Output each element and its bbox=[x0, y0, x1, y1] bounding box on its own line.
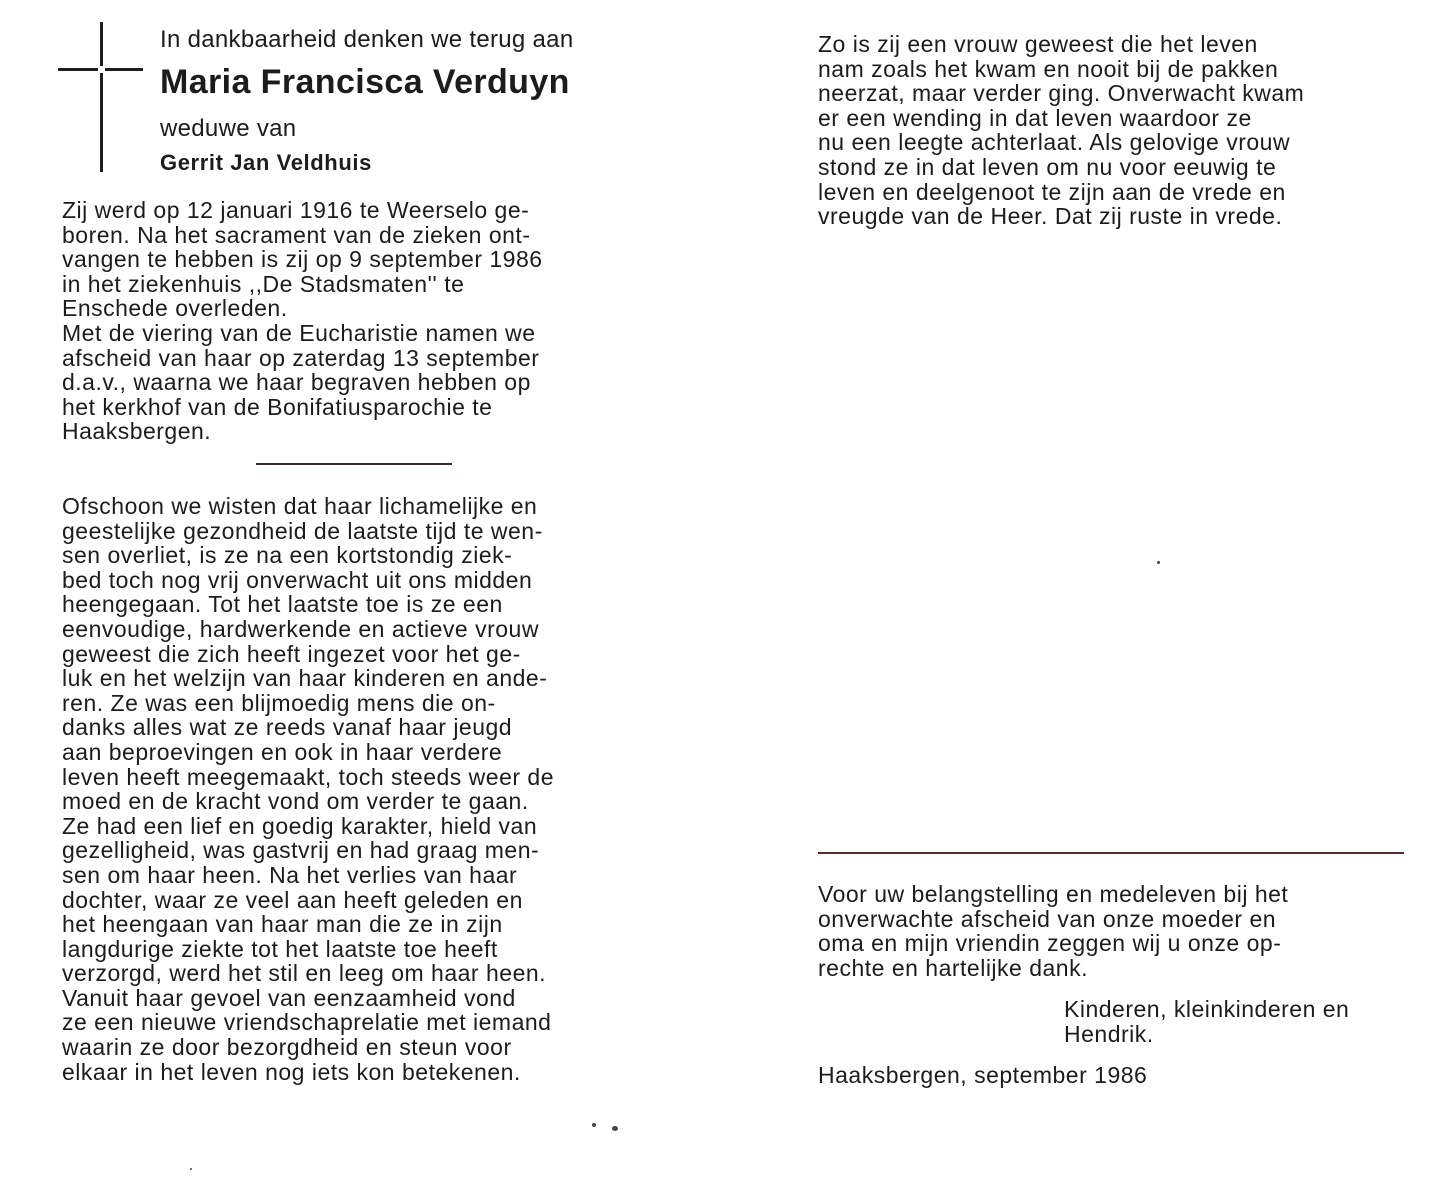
biography-paragraph: Zij werd op 12 januari 1916 te Weerselo ge- boren. Na het sacrament van de zieken ont- vangen te hebben is zij op 9 september 1986 in het ziekenhuis ,,De Stadsmaten'' te Enschede overleden. Met de viering van de Eucharistie namen we afscheid van haar op zaterdag 13 september d.a.v., waarna we haar begraven hebben op het kerkhof van de Bonifatiusparochie te Haaksbergen. bbox=[62, 197, 543, 445]
print-speck bbox=[592, 1123, 596, 1127]
section-divider bbox=[256, 463, 452, 465]
cross-gap bbox=[98, 66, 105, 73]
card-header bbox=[160, 24, 660, 178]
deceased-name: Maria Francisca Verduyn bbox=[160, 63, 570, 101]
thanks-divider bbox=[818, 852, 1404, 854]
print-speck bbox=[1157, 561, 1160, 564]
print-speck bbox=[190, 1168, 192, 1170]
thanks-paragraph: Voor uw belangstelling en medeleven bij het onverwachte afscheid van onze moeder en oma en mijn vriendin zeggen wij u onze op- rechte en hartelijke dank. bbox=[818, 881, 1289, 981]
cross-vertical-bar bbox=[100, 22, 103, 172]
family-signature: Kinderen, kleinkinderen en Hendrik. bbox=[1064, 996, 1350, 1047]
intro-line: In dankbaarheid denken we terug aan bbox=[160, 26, 574, 53]
husband-name: Gerrit Jan Veldhuis bbox=[160, 150, 372, 175]
remembrance-paragraph: Ofschoon we wisten dat haar lichamelijke en geestelijke gezondheid de laatste tijd te wen- sen overliet, is ze na een kortstondig ziek- bed toch nog vrij onverwacht uit ons midden heengegaan. Tot het laatste toe is ze een eenvoudige, hardwerkende en actieve vrouw geweest die zich heeft ingezet voor het ge- luk en het welzijn van haar kinderen en ande- ren. Ze was een blijmoedig mens die on- danks alles wat ze reeds vanaf haar jeugd aan beproevingen en ook in haar verdere leven heeft meegemaakt, toch steeds weer de moed en de kracht vond om verder te gaan. Ze had een lief en goedig karakter, hield van gezelligheid, was gastvrij en had graag men- sen om haar heen. Na het verlies van haar dochter, waar ze veel aan heeft geleden en het heengaan van haar man die ze in zijn langdurige ziekte tot het laatste toe heeft verzorgd, werd het stil en leeg om haar heen. Vanuit haar gevoel van eenzaamheid vond ze een nieuwe vriendschaprelatie met iemand waarin ze door bezorgdheid en steun voor elkaar in het leven nog iets kon betekenen. bbox=[62, 493, 555, 1085]
print-speck bbox=[612, 1126, 618, 1131]
closing-paragraph: Zo is zij een vrouw geweest die het leven nam zoals het kwam en nooit bij de pakken neerzat, maar verder ging. Onverwacht kwam er een wending in dat leven waardoor ze nu een leegte achterlaat. Als gelovige vrouw stond ze in dat leven om nu voor eeuwig te leven en deelgenoot te zijn aan de vrede en vreugde van de Heer. Dat zij ruste in vrede. bbox=[818, 31, 1305, 230]
widow-of-label: weduwe van bbox=[160, 115, 297, 142]
place-and-date: Haaksbergen, september 1986 bbox=[818, 1062, 1148, 1088]
